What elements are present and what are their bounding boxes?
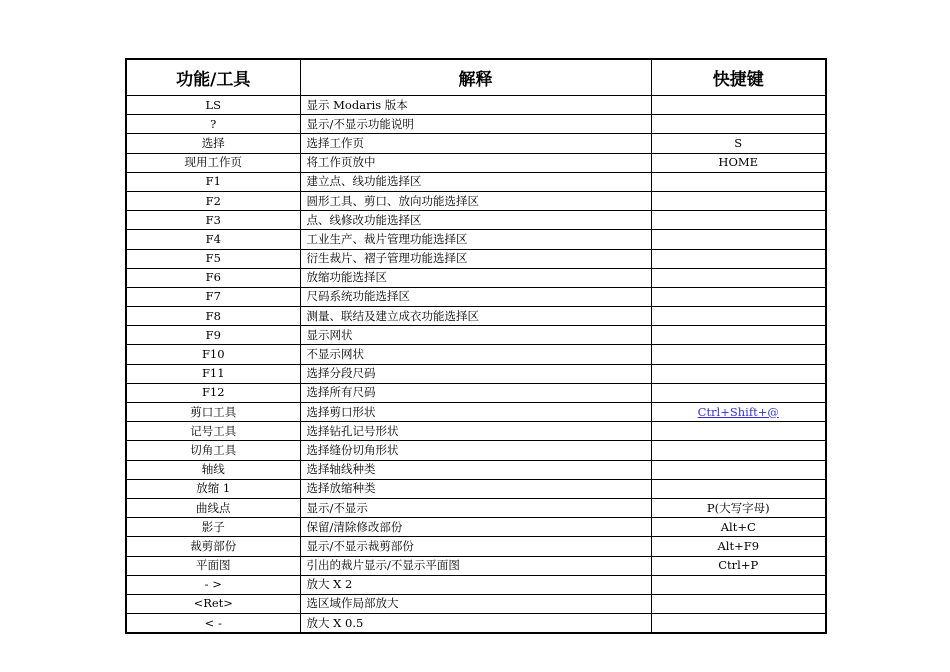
explanation-cell: 选择工作页 xyxy=(300,134,651,153)
header-function: 功能/工具 xyxy=(126,59,300,96)
explanation-cell: 放大 X 2 xyxy=(300,575,651,594)
explanation-cell: 选区域作局部放大 xyxy=(300,594,651,613)
shortcut-cell xyxy=(651,479,826,498)
explanation-cell: 放缩功能选择区 xyxy=(300,268,651,287)
function-cell: F12 xyxy=(126,383,300,402)
function-cell: F1 xyxy=(126,172,300,191)
explanation-cell: 显示/不显示裁剪部份 xyxy=(300,537,651,556)
function-cell: LS xyxy=(126,96,300,115)
explanation-cell: 不显示网状 xyxy=(300,345,651,364)
shortcut-table xyxy=(125,58,827,634)
shortcut-cell: Ctrl+P xyxy=(651,556,826,575)
table-row xyxy=(126,211,826,230)
function-cell: F9 xyxy=(126,326,300,345)
function-cell: F6 xyxy=(126,268,300,287)
header-shortcut: 快捷键 xyxy=(651,59,826,96)
shortcut-cell: Alt+F9 xyxy=(651,537,826,556)
shortcut-cell xyxy=(651,460,826,479)
table-row xyxy=(126,556,826,575)
table-row xyxy=(126,518,826,537)
table-row xyxy=(126,498,826,517)
shortcut-cell xyxy=(651,287,826,306)
shortcut-cell xyxy=(651,249,826,268)
function-cell: 切角工具 xyxy=(126,441,300,460)
table-row xyxy=(126,441,826,460)
shortcut-cell: HOME xyxy=(651,153,826,172)
explanation-cell: 显示网状 xyxy=(300,326,651,345)
function-cell: 轴线 xyxy=(126,460,300,479)
table-row xyxy=(126,403,826,422)
explanation-cell: 衍生裁片、褶子管理功能选择区 xyxy=(300,249,651,268)
explanation-cell: 选择钻孔记号形状 xyxy=(300,422,651,441)
table-row xyxy=(126,172,826,191)
table-row xyxy=(126,364,826,383)
explanation-cell: 显示/不显示功能说明 xyxy=(300,115,651,134)
function-cell: F4 xyxy=(126,230,300,249)
explanation-cell: 测量、联结及建立成衣功能选择区 xyxy=(300,307,651,326)
function-cell: F8 xyxy=(126,307,300,326)
table-row xyxy=(126,268,826,287)
table-row xyxy=(126,191,826,210)
table-row xyxy=(126,115,826,134)
explanation-cell: 引出的裁片显示/不显示平面图 xyxy=(300,556,651,575)
table-row xyxy=(126,479,826,498)
shortcut-cell xyxy=(651,191,826,210)
table-row xyxy=(126,134,826,153)
table-row xyxy=(126,230,826,249)
shortcut-cell xyxy=(651,268,826,287)
function-cell: 曲线点 xyxy=(126,498,300,517)
header-explanation: 解释 xyxy=(300,59,651,96)
table-row xyxy=(126,96,826,115)
shortcut-link[interactable]: Ctrl+Shift+@ xyxy=(651,403,826,422)
function-cell: F10 xyxy=(126,345,300,364)
function-cell: 选择 xyxy=(126,134,300,153)
shortcut-cell xyxy=(651,172,826,191)
explanation-cell: 将工作页放中 xyxy=(300,153,651,172)
explanation-cell: 选择轴线种类 xyxy=(300,460,651,479)
table-row xyxy=(126,614,826,634)
function-cell: <Ret> xyxy=(126,594,300,613)
explanation-cell: 工业生产、裁片管理功能选择区 xyxy=(300,230,651,249)
explanation-cell: 点、线修改功能选择区 xyxy=(300,211,651,230)
function-cell: F2 xyxy=(126,191,300,210)
explanation-cell: 选择分段尺码 xyxy=(300,364,651,383)
shortcut-cell xyxy=(651,575,826,594)
function-cell: 记号工具 xyxy=(126,422,300,441)
table-row xyxy=(126,594,826,613)
function-cell: 平面图 xyxy=(126,556,300,575)
function-cell: F7 xyxy=(126,287,300,306)
function-cell: ? xyxy=(126,115,300,134)
function-cell: < - xyxy=(126,614,300,634)
shortcut-cell xyxy=(651,230,826,249)
explanation-cell: 选择所有尺码 xyxy=(300,383,651,402)
shortcut-cell xyxy=(651,211,826,230)
table-row xyxy=(126,153,826,172)
function-cell: F11 xyxy=(126,364,300,383)
table-row xyxy=(126,287,826,306)
table-row xyxy=(126,575,826,594)
function-cell: F5 xyxy=(126,249,300,268)
explanation-cell: 圆形工具、剪口、放向功能选择区 xyxy=(300,191,651,210)
explanation-cell: 选择放缩种类 xyxy=(300,479,651,498)
shortcut-cell xyxy=(651,96,826,115)
table-row xyxy=(126,326,826,345)
function-cell: 放缩 1 xyxy=(126,479,300,498)
shortcut-cell xyxy=(651,614,826,634)
shortcut-cell: P(大写字母) xyxy=(651,498,826,517)
explanation-cell: 尺码系统功能选择区 xyxy=(300,287,651,306)
shortcut-cell xyxy=(651,364,826,383)
shortcut-cell xyxy=(651,383,826,402)
shortcut-cell: Alt+C xyxy=(651,518,826,537)
shortcut-cell xyxy=(651,594,826,613)
function-cell: 影子 xyxy=(126,518,300,537)
shortcut-cell xyxy=(651,422,826,441)
header-row xyxy=(126,59,826,96)
function-cell: 现用工作页 xyxy=(126,153,300,172)
explanation-cell: 选择缝份切角形状 xyxy=(300,441,651,460)
table-row xyxy=(126,460,826,479)
explanation-cell: 选择剪口形状 xyxy=(300,403,651,422)
shortcut-cell xyxy=(651,441,826,460)
shortcut-cell xyxy=(651,326,826,345)
function-cell: - > xyxy=(126,575,300,594)
explanation-cell: 放大 X 0.5 xyxy=(300,614,651,634)
explanation-cell: 建立点、线功能选择区 xyxy=(300,172,651,191)
table-row xyxy=(126,307,826,326)
shortcut-cell xyxy=(651,345,826,364)
explanation-cell: 显示/不显示 xyxy=(300,498,651,517)
explanation-cell: 显示 Modaris 版本 xyxy=(300,96,651,115)
table-row xyxy=(126,249,826,268)
shortcut-cell: S xyxy=(651,134,826,153)
shortcut-cell xyxy=(651,307,826,326)
table-row xyxy=(126,345,826,364)
function-cell: 裁剪部份 xyxy=(126,537,300,556)
shortcut-cell xyxy=(651,115,826,134)
function-cell: 剪口工具 xyxy=(126,403,300,422)
table-row xyxy=(126,537,826,556)
function-cell: F3 xyxy=(126,211,300,230)
explanation-cell: 保留/清除修改部份 xyxy=(300,518,651,537)
table-row xyxy=(126,383,826,402)
table-row xyxy=(126,422,826,441)
